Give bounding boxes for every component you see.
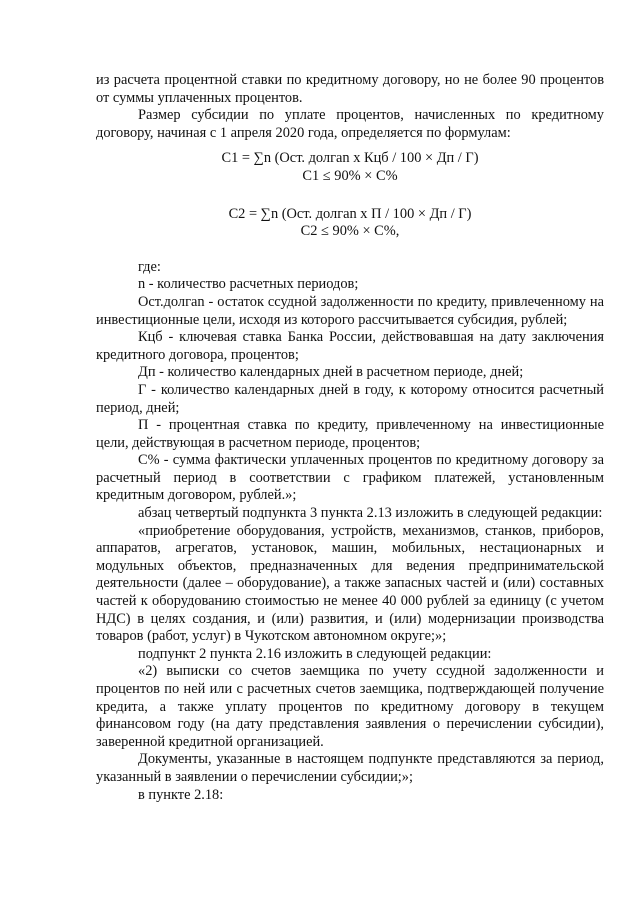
formula-c1-limit: С1 ≤ 90% × С% (302, 167, 398, 184)
definition-p: П - процентная ставка по кредиту, привлеченному на инвестиционные цели, действующая в расчетном периоде, процентов; (96, 417, 604, 451)
paragraph-amend-2-13: абзац четвертый подпункта 3 пункта 2.13 изложить в следующей редакции: (138, 505, 603, 522)
where-label: где: (138, 258, 161, 275)
document-body (96, 72, 604, 804)
paragraph-statements-quote: «2) выписки со счетов заемщика по учету ссудной задолженности и процентов по ней или с расчетных счетов заемщика, подтверждающей получение кредита, а также уплату процентов по кредитному договору в текущем финансовом году (на дату представления заявления о перечислении субсидии), заверенной кредитной организацией. (96, 663, 604, 750)
definition-kcb: Кцб - ключевая ставка Банка России, действовавшая на дату заключения кредитного договора, процентов; (96, 329, 604, 363)
formula-c2 (96, 206, 604, 241)
definition-g: Г - количество календарных дней в году, к которому относится расчетный период, дней; (96, 381, 604, 416)
definition-n: n - количество расчетных периодов; (138, 276, 359, 293)
paragraph-subsidy-size: Размер субсидии по уплате процентов, начисленных по кредитному договору, начиная с 1 апреля 2020 года, определяется по формулам: (96, 107, 604, 141)
paragraph-amend-2-16: подпункт 2 пункта 2.16 изложить в следующей редакции: (138, 645, 492, 662)
paragraph-continuation: из расчета процентной ставки по кредитному договору, но не более 90 процентов от суммы уплаченных процентов. (96, 72, 604, 106)
formula-c1-main: С1 = ∑n (Ост. долгаn x Кцб / 100 × Дп / Г) (221, 150, 479, 167)
paragraph-documents: Документы, указанные в настоящем подпункте представляются за период, указанный в заявлении о перечислении субсидии;»; (96, 751, 604, 785)
definition-ost-dolga: Ост.долгаn - остаток ссудной задолженности по кредиту, привлеченному на инвестиционные цели, исходя из которого рассчитывается субсидия, рублей; (96, 293, 604, 328)
paragraph-equipment-quote: «приобретение оборудования, устройств, механизмов, станков, приборов, аппаратов, агрегатов, установок, машин, мобильных, нестационарных и модульных объектов, предназначенных для ведения предпринимательской деятельности (далее – оборудование), а также запасных частей и (или) составных частей к оборудованию стоимостью не менее 40 000 рублей за единицу (с учетом НДС) в целях создания, и (или) развития, и (или) модернизации производства товаров (работ, услуг) в Чукотском автономном округе;»; (96, 522, 604, 645)
definition-c-percent: С% - сумма фактически уплаченных процентов по кредитному договору за расчетный период в соответствии с графиком платежей, установленным кредитным договором, рублей.»; (96, 452, 604, 504)
formula-c2-limit: С2 ≤ 90% × С%, (300, 223, 400, 240)
paragraph-point-2-18: в пункте 2.18: (138, 786, 224, 803)
formula-c1 (96, 150, 604, 185)
definition-dp: Дп - количество календарных дней в расчетном периоде, дней; (138, 364, 524, 381)
formula-c2-main: С2 = ∑n (Ост. долгаn x П / 100 × Дп / Г) (228, 205, 472, 222)
